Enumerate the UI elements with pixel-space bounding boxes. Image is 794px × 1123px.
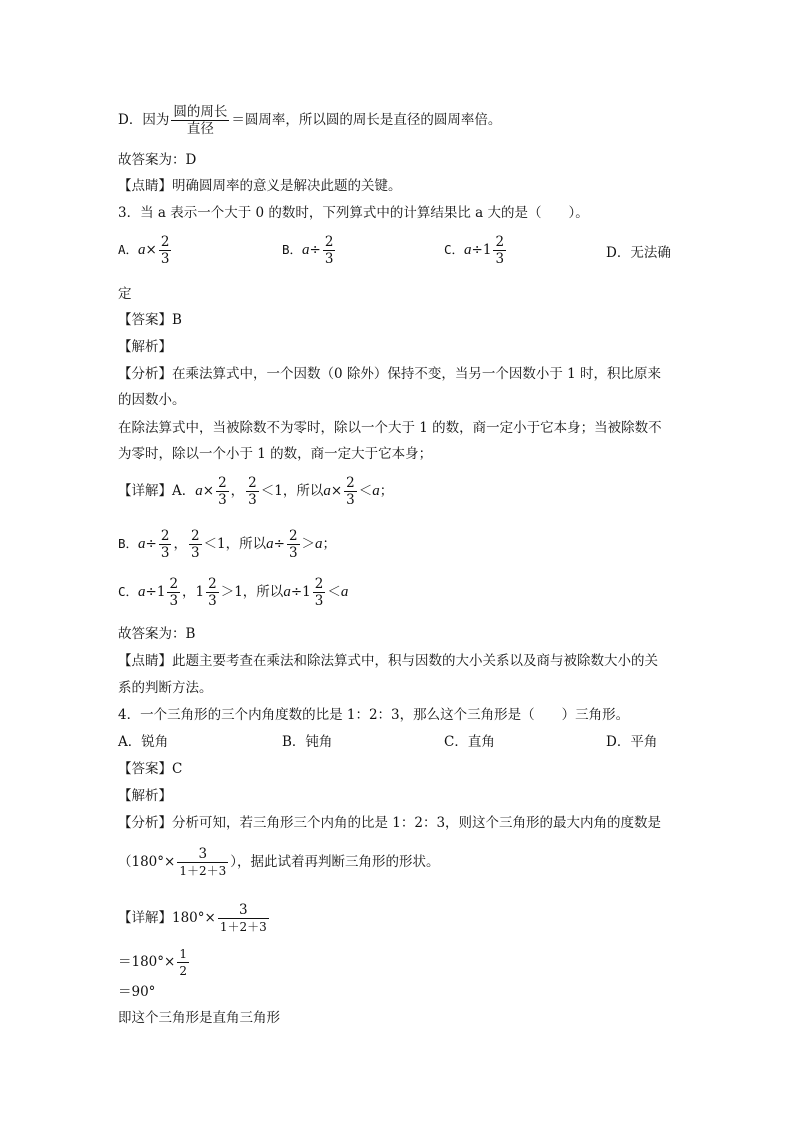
answer-label: 【答案】B [118,312,182,328]
jiexi-label: 【解析】 [118,339,172,355]
detail-line-2: ＝180°× $\frac{1}{2}$ [118,947,187,978]
q2-option-d: D．因为 圆的周长 直径 ＝圆周率，所以圆的周长是直径的圆周率倍。 [118,104,502,137]
question-4-stem: 4．一个三角形的三个内角度数的比是 1：2：3，那么这个三角形是（ ）三角形。 [118,707,630,723]
answer-line: 故答案为：D [118,152,197,168]
q4-option-d: D．平角 [606,734,658,750]
dianjing-line-1: 【点睛】此题主要考查在乘法和除法算式中，积与因数的大小关系以及商与被除数大小的关 [118,653,658,669]
analysis-line-2: 的因数小。 [118,392,186,408]
q4-option-b: B．钝角 [282,734,333,750]
conclusion-line: 即这个三角形是直角三角形 [118,1010,280,1026]
q4-option-a: A．锐角 [118,734,169,750]
detail-line-1: 【详解】180°× $\frac{3}{1+2+3}$ [118,902,267,934]
analysis-line-3: 在除法算式中，当被除数不为零时，除以一个大于 1 的数，商一定小于它本身；当被除数不 [118,420,662,436]
q3-option-d: D．无法确 [606,245,671,261]
jiexi-label: 【解析】 [118,788,172,804]
detail-line-3: ＝90° [118,984,156,1000]
fraction: 圆的周长 直径 [173,104,228,137]
q3-option-d-tail: 定 [118,286,132,302]
q3-option-b: B．a÷ $\frac{2}{3}$ [282,234,334,267]
dianjing-line-2: 系的判断方法。 [118,680,213,696]
answer-line: 故答案为：B [118,626,196,642]
detail-a: 【详解】A．a× $\frac{2}{3}$ ， $\frac{2}{3}$ ＜1，所以a× $\frac{2}{3}$ ＜a； [118,475,394,508]
question-3-stem: 3．当 a 表示一个大于 0 的数时，下列算式中的计算结果比 a 大的是（ ）。 [118,205,589,221]
detail-b: B．a÷ $\frac{2}{3}$ ， $\frac{2}{3}$ ＜1，所以a÷ $\frac{2}{3}$ ＞a； [118,528,337,561]
analysis-line-4: 为零时，除以一个小于 1 的数，商一定大于它本身； [118,446,433,462]
q3-option-a: A．a× $\frac{2}{3}$ [118,234,170,267]
detail-c: C．a÷1 $\frac{2}{3}$ ，1 $\frac{2}{3}$ ＞1，所以a÷1 $\frac{2}{3}$ ＜a [118,576,349,609]
q4-option-c: C．直角 [444,734,495,750]
analysis-line-1: 【分析】分析可知，若三角形三个内角的比是 1：2：3，则这个三角形的最大内角的度数是 [118,815,662,831]
q3-option-c: C．a÷1 $\frac{2}{3}$ [444,234,505,267]
answer-label: 【答案】C [118,761,183,777]
analysis-line-2: （180°× $\frac{3}{1+2+3}$ ），据此试着再判断三角形的形状。 [118,846,440,878]
analysis-line-1: 【分析】在乘法算式中，一个因数（0 除外）保持不变，当另一个因数小于 1 时，积比原来 [118,366,662,382]
dianjing-line: 【点睛】明确圆周率的意义是解决此题的关键。 [118,178,402,194]
